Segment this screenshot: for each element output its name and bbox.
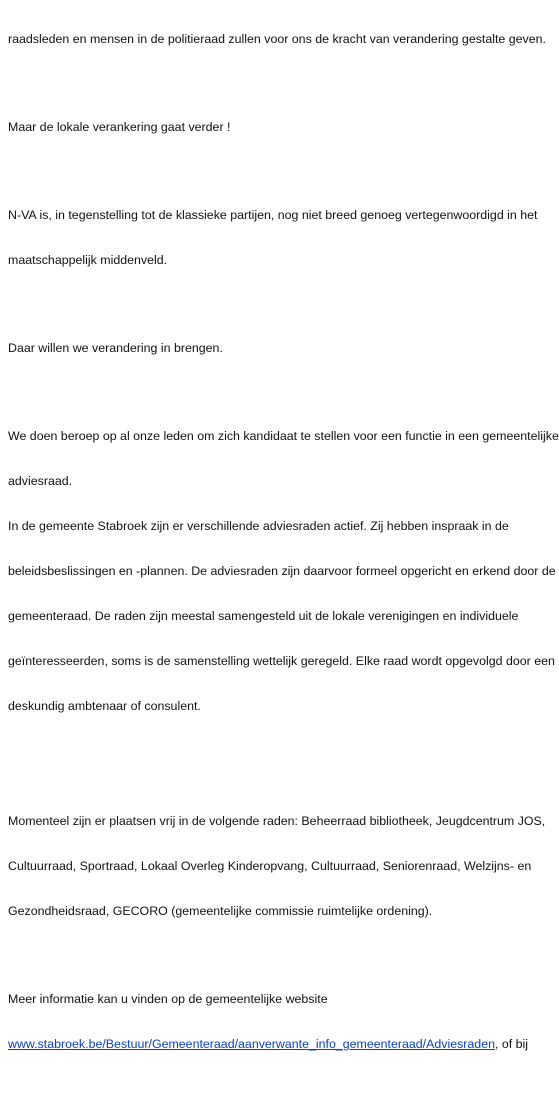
text-fragment: , of bij [494,1037,529,1051]
text-line: adviesraad. [8,474,73,488]
text-line: Momenteel zijn er plaatsen vrij in de volgende raden: Beheerraad bibliotheek, Jeugdcentrum JOS, [8,814,546,828]
text-line: Daar willen we verandering in brengen. [8,341,223,355]
website-link[interactable]: www.stabroek.be/Bestuur/Gemeenteraad/aanverwante_info_gemeenteraad/Adviesraden [8,1037,495,1051]
text-line: gemeenteraad. De raden zijn meestal samengesteld uit de lokale verenigingen en individuele [8,609,519,623]
text-line: In de gemeente Stabroek zijn er verschillende adviesraden actief. Zij hebben inspraak in de [8,519,509,533]
text-line: geïnteresseerden, soms is de samenstelling wettelijk geregeld. Elke raad wordt opgevolgd door een [8,654,555,668]
paragraph-vacatures [8,784,546,949]
text-line: deskundig ambtenaar of consulent. [8,699,201,713]
blank-line [8,757,532,784]
text-line: Maar de lokale verankering gaat verder ! [8,120,231,134]
paragraph-verandering [8,311,532,386]
text-line: beleidsbeslissingen en -plannen. De adviesraden zijn daarvoor formeel opgericht en erkend door de [8,564,556,578]
text-line: Meer informatie kan u vinden op de gemeentelijke website [8,992,328,1006]
text-line: N-VA is, in tegenstelling tot de klassieke partijen, nog niet breed genoeg vertegenwoordigd in het [8,208,538,222]
text-line-with-link [8,1037,532,1052]
paragraph-meer-info [8,962,532,1082]
text-line: Cultuurraad, Sportraad, Lokaal Overleg Kinderopvang, Cultuurraad, Seniorenraad, Welzijns- en [8,859,532,873]
text-line: We doen beroep op al onze leden om zich kandidaat te stellen voor een functie in een gemeentelijke [8,429,559,443]
text-line: raadsleden en mensen in de politieraad zullen voor ons de kracht van verandering gestalte geven. [8,32,546,46]
paragraph-adviesraden [8,399,559,744]
paragraph-nva [8,178,538,298]
document-body [8,2,559,1095]
paragraph-intro [8,2,546,77]
paragraph-verankering [8,90,532,165]
text-line: maatschappelijk middenveld. [8,253,168,267]
text-line: Gezondheidsraad, GECORO (gemeentelijke commissie ruimtelijke ordening). [8,904,433,918]
